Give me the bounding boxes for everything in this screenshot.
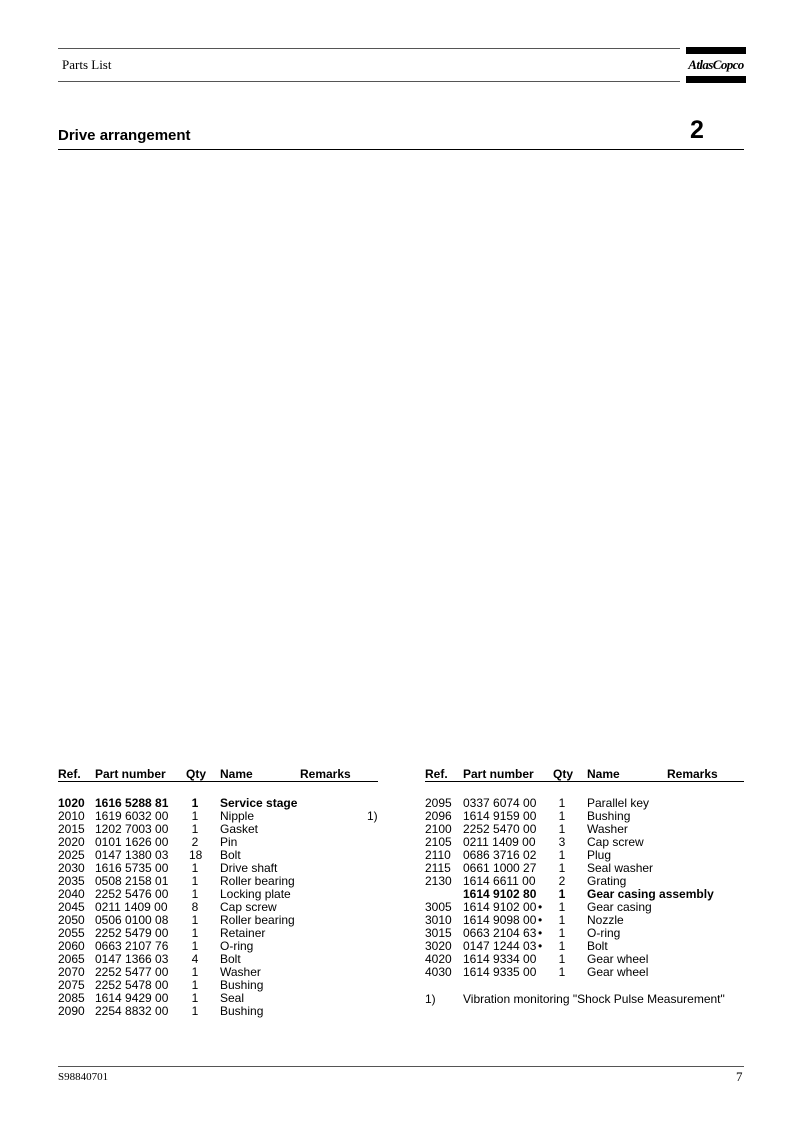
qty-cell: 1	[191, 796, 199, 810]
ref-cell: 3015	[425, 926, 452, 940]
ref-cell: 2025	[58, 848, 85, 862]
footer-rule	[58, 1066, 744, 1067]
ref-cell: 2090	[58, 1004, 85, 1018]
name-cell: Washer	[587, 822, 628, 836]
part-number-cell: 0506 0100 08	[95, 913, 169, 927]
subassembly-marker: •	[538, 900, 543, 914]
col-header-ref: Ref.	[58, 767, 81, 781]
name-cell: Plug	[587, 848, 612, 862]
qty-cell: 1	[558, 926, 566, 940]
ref-cell: 3020	[425, 939, 452, 953]
part-number-cell: 0337 6074 00	[463, 796, 537, 810]
col-header-qty: Qty	[553, 767, 574, 781]
name-cell: Gasket	[220, 822, 259, 836]
logo-text: AtlasCopco	[688, 57, 744, 72]
page-number: 7	[736, 1069, 743, 1084]
qty-cell: 8	[191, 900, 199, 914]
ref-cell: 2015	[58, 822, 85, 836]
name-cell: Seal washer	[587, 861, 654, 875]
section-title: Drive arrangement	[58, 127, 191, 144]
qty-cell: 4	[191, 952, 199, 966]
part-number-cell: 1614 9334 00	[463, 952, 537, 966]
part-number-cell: 2252 5470 00	[463, 822, 537, 836]
part-number-cell: 1614 9098 00	[463, 913, 537, 927]
col-header-remarks: Remarks	[300, 767, 351, 781]
header-bottom-rule	[58, 81, 680, 82]
qty-cell: 1	[191, 926, 199, 940]
ref-cell: 2075	[58, 978, 85, 992]
ref-cell: 3005	[425, 900, 452, 914]
part-number-cell: 1616 5288 81	[95, 796, 169, 810]
ref-cell: 2055	[58, 926, 85, 940]
part-number-cell: 1614 9335 00	[463, 965, 537, 979]
ref-cell: 2085	[58, 991, 85, 1005]
qty-cell: 1	[191, 822, 199, 836]
table-header-rule	[425, 781, 744, 782]
part-number-cell: 0508 2158 01	[95, 874, 169, 888]
section-title-rule	[58, 149, 744, 150]
name-cell: Locking plate	[220, 887, 291, 901]
qty-cell: 1	[558, 822, 566, 836]
footnote-text: Vibration monitoring "Shock Pulse Measurement"	[463, 992, 725, 1006]
part-number-cell: 1616 5735 00	[95, 861, 169, 875]
part-number-cell: 0663 2104 63	[463, 926, 537, 940]
name-cell: Bushing	[220, 978, 264, 992]
name-cell: Gear wheel	[587, 965, 649, 979]
part-number-cell: 1614 6611 00	[463, 874, 536, 888]
qty-cell: 1	[558, 848, 566, 862]
name-cell: Bolt	[587, 939, 608, 953]
document-title: Parts List	[62, 57, 112, 72]
name-cell: Parallel key	[587, 796, 650, 810]
col-header-part-number: Part number	[463, 767, 534, 781]
ref-cell: 2020	[58, 835, 85, 849]
part-number-cell: 0661 1000 27	[463, 861, 537, 875]
ref-cell: 2115	[425, 861, 451, 875]
name-cell: Pin	[220, 835, 238, 849]
qty-cell: 1	[558, 796, 566, 810]
name-cell: Washer	[220, 965, 261, 979]
name-cell: Retainer	[220, 926, 266, 940]
ref-cell: 2096	[425, 809, 452, 823]
subassembly-marker: •	[538, 913, 543, 927]
qty-cell: 1	[191, 809, 199, 823]
ref-cell: 2065	[58, 952, 85, 966]
part-number-cell: 0147 1244 03	[463, 939, 537, 953]
part-number-cell: 1614 9429 00	[95, 991, 169, 1005]
ref-cell: 2035	[58, 874, 85, 888]
footnote-marker: 1)	[425, 992, 436, 1006]
ref-cell: 2050	[58, 913, 85, 927]
qty-cell: 1	[191, 939, 199, 953]
part-number-cell: 2252 5477 00	[95, 965, 169, 979]
name-cell: Cap screw	[587, 835, 644, 849]
part-number-cell: 1614 9159 00	[463, 809, 537, 823]
part-number-cell: 0147 1366 03	[95, 952, 169, 966]
ref-cell: 3010	[425, 913, 452, 927]
name-cell: Gear casing assembly	[587, 887, 714, 901]
qty-cell: 18	[189, 848, 203, 862]
col-header-ref: Ref.	[425, 767, 448, 781]
remarks-cell: 1)	[367, 809, 378, 823]
qty-cell: 2	[558, 874, 566, 888]
part-number-cell: 1614 9102 00	[463, 900, 537, 914]
ref-cell: 2095	[425, 796, 452, 810]
qty-cell: 1	[558, 809, 566, 823]
part-number-cell: 2252 5478 00	[95, 978, 169, 992]
section-number: 2	[690, 116, 704, 144]
col-header-name: Name	[220, 767, 253, 781]
col-header-name: Name	[587, 767, 620, 781]
qty-cell: 1	[191, 965, 199, 979]
ref-cell: 2130	[425, 874, 452, 888]
part-number-cell: 0101 1626 00	[95, 835, 169, 849]
qty-cell: 1	[191, 991, 199, 1005]
part-number-cell: 0211 1409 00	[95, 900, 168, 914]
qty-cell: 1	[191, 1004, 199, 1018]
col-header-qty: Qty	[186, 767, 207, 781]
part-number-cell: 2252 5479 00	[95, 926, 169, 940]
part-number-cell: 2254 8832 00	[95, 1004, 169, 1018]
ref-cell: 2030	[58, 861, 85, 875]
qty-cell: 1	[558, 887, 566, 901]
part-number-cell: 1619 6032 00	[95, 809, 169, 823]
name-cell: O-ring	[220, 939, 254, 953]
qty-cell: 1	[191, 874, 199, 888]
table-header-rule	[58, 781, 378, 782]
part-number-cell: 0211 1409 00	[463, 835, 536, 849]
part-number-cell: 0686 3716 02	[463, 848, 537, 862]
name-cell: Service stage	[220, 796, 298, 810]
name-cell: Cap screw	[220, 900, 277, 914]
ref-cell: 2040	[58, 887, 85, 901]
qty-cell: 1	[558, 939, 566, 953]
col-header-remarks: Remarks	[667, 767, 718, 781]
name-cell: Grating	[587, 874, 627, 888]
header-top-rule	[58, 48, 680, 49]
subassembly-marker: •	[538, 939, 543, 953]
name-cell: O-ring	[587, 926, 621, 940]
name-cell: Bushing	[220, 1004, 264, 1018]
subassembly-marker: •	[538, 926, 543, 940]
qty-cell: 1	[191, 861, 199, 875]
name-cell: Bushing	[587, 809, 631, 823]
document-code: S98840701	[58, 1071, 109, 1083]
qty-cell: 1	[558, 952, 566, 966]
qty-cell: 3	[558, 835, 566, 849]
qty-cell: 1	[558, 861, 566, 875]
name-cell: Bolt	[220, 848, 241, 862]
ref-cell: 4020	[425, 952, 452, 966]
ref-cell: 2100	[425, 822, 452, 836]
qty-cell: 1	[558, 900, 566, 914]
name-cell: Seal	[220, 991, 245, 1005]
part-number-cell: 1202 7003 00	[95, 822, 169, 836]
name-cell: Gear casing	[587, 900, 652, 914]
qty-cell: 2	[191, 835, 199, 849]
name-cell: Bolt	[220, 952, 241, 966]
qty-cell: 1	[558, 913, 566, 927]
ref-cell: 2105	[425, 835, 452, 849]
ref-cell: 4030	[425, 965, 452, 979]
part-number-cell: 0147 1380 03	[95, 848, 169, 862]
ref-cell: 2060	[58, 939, 85, 953]
part-number-cell: 2252 5476 00	[95, 887, 169, 901]
name-cell: Gear wheel	[587, 952, 649, 966]
qty-cell: 1	[558, 965, 566, 979]
qty-cell: 1	[191, 887, 199, 901]
ref-cell: 2045	[58, 900, 85, 914]
part-number-cell: 0663 2107 76	[95, 939, 169, 953]
name-cell: Roller bearing	[220, 913, 295, 927]
ref-cell: 2010	[58, 809, 85, 823]
ref-cell: 2110	[425, 848, 451, 862]
atlas-copco-logo	[686, 47, 746, 84]
ref-cell: 1020	[58, 796, 85, 810]
name-cell: Nipple	[220, 809, 255, 823]
name-cell: Drive shaft	[220, 861, 278, 875]
qty-cell: 1	[191, 913, 199, 927]
part-number-cell: 1614 9102 80	[463, 887, 537, 901]
ref-cell: 2070	[58, 965, 85, 979]
name-cell: Roller bearing	[220, 874, 295, 888]
qty-cell: 1	[191, 978, 199, 992]
col-header-part-number: Part number	[95, 767, 166, 781]
name-cell: Nozzle	[587, 913, 624, 927]
